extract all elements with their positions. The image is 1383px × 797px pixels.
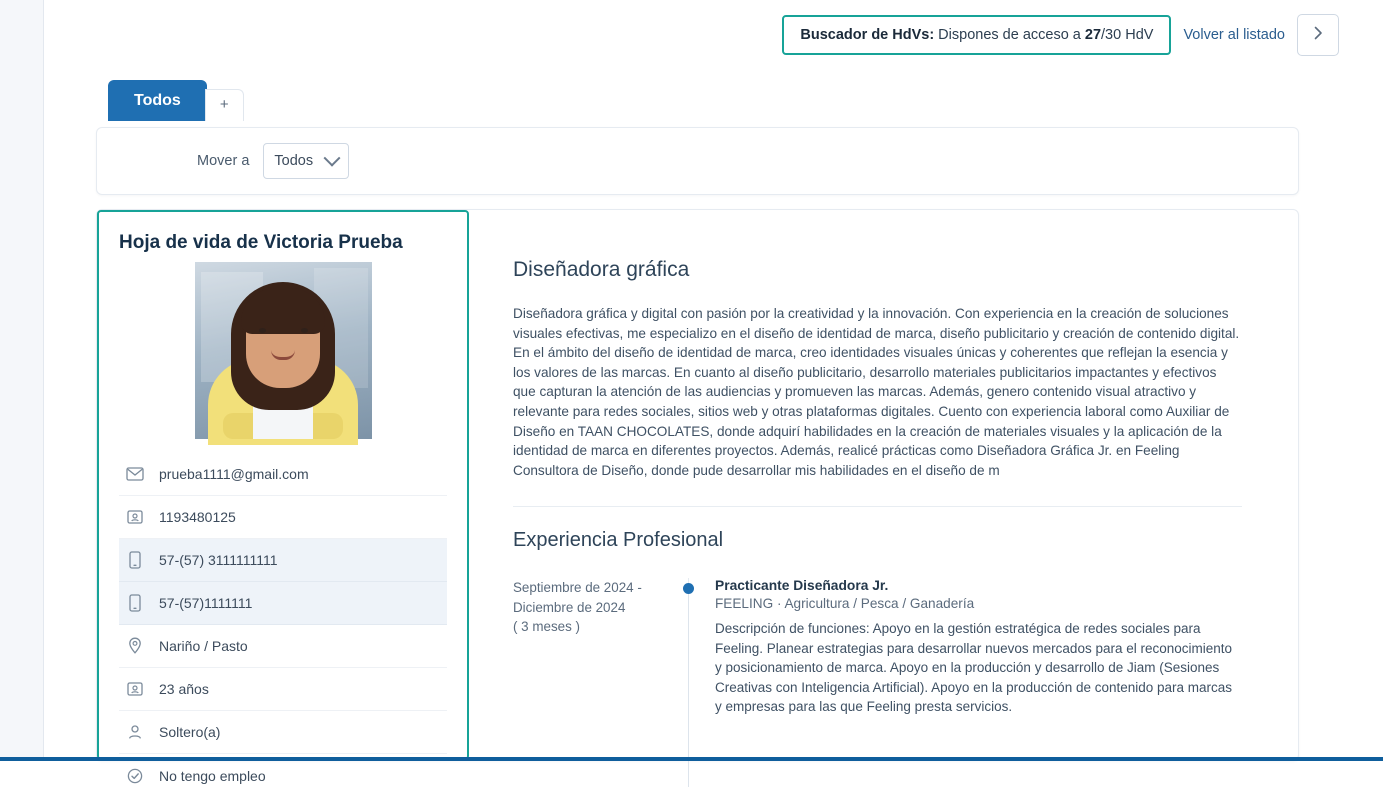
cv-title: Hoja de vida de Victoria Prueba	[119, 232, 403, 253]
user-icon	[125, 722, 145, 742]
section-divider	[513, 506, 1242, 507]
hdv-banner-text: Dispones de acceso a	[934, 27, 1085, 43]
cv-field-employment-value: No tengo empleo	[159, 767, 266, 784]
bottom-accent-bar	[0, 757, 1383, 761]
avatar	[195, 262, 372, 439]
mover-a-select[interactable]	[263, 143, 349, 179]
cv-field-email-value: prueba1111@gmail.com	[159, 466, 309, 482]
profile-summary: Diseñadora gráfica y digital con pasión por la creatividad y la innovación. Con experiencia en la creación de soluciones visuales efectivas, me especializo en el diseño de identidad de marca, diseño publicitario y creación de contenido digital. En el ámbito del diseño de identidad de marca, creo identidades visuales únicas y coherentes que reflejan la esencia y los valores de las marcas. En cuanto al diseño publicitario, desarrollo materiales publicitarios impactantes y efectivos que capturan la atención de las audiencias y promueven las marcas. Además, genero contenido visual atractivo y relevante para redes sociales, sitios web y otras plataformas digitales. Cuento con experiencia laboral como Auxiliar de Diseño en TAAN CHOCOLATES, donde adquirí habilidades en la creación de materiales visuales y la aplicación de la identidad de marca en diferentes proyectos. Además, realicé prácticas como Diseñadora Gráfica Jr. en Feeling Consultora de Diseño, donde pude desarrollar mis habilidades en el diseño de m	[513, 306, 1240, 478]
next-candidate-button[interactable]	[1297, 14, 1339, 56]
mover-a-label: Mover a	[197, 153, 250, 169]
experience-date-range: Septiembre de 2024 - Diciembre de 2024	[513, 580, 642, 615]
cv-field-marital-status-value: Soltero(a)	[159, 724, 221, 740]
mobile-icon	[125, 593, 145, 613]
experience-duration: ( 3 meses )	[513, 619, 580, 635]
email-icon	[125, 464, 145, 484]
cv-content-card	[96, 209, 1299, 784]
tab-add-button[interactable]: +	[205, 89, 244, 121]
cv-field-email	[119, 453, 447, 496]
location-pin-icon	[125, 636, 145, 656]
chevron-down-icon	[324, 150, 341, 167]
topbar	[782, 14, 1339, 56]
cv-field-phone-2-value: 57-(57)1111111	[159, 595, 253, 611]
check-circle-icon	[125, 766, 145, 786]
hdv-access-banner	[782, 15, 1171, 55]
hdv-banner-total: /30 HdV	[1101, 27, 1154, 43]
chevron-right-icon	[1310, 25, 1326, 46]
mover-a-select-value: Todos	[274, 153, 314, 169]
hdv-banner-prefix: Buscador de HdVs:	[800, 27, 935, 43]
experience-item	[513, 578, 1242, 747]
volver-al-listado-link[interactable]: Volver al listado	[1183, 27, 1285, 43]
cv-field-document-value: 1193480125	[159, 509, 236, 525]
timeline-dot	[683, 583, 694, 594]
tab-bar	[108, 80, 244, 121]
experience-body	[688, 578, 1242, 747]
experience-timeline	[673, 578, 703, 747]
cv-field-document	[119, 496, 447, 539]
left-rail	[0, 0, 44, 761]
mover-toolbar	[96, 127, 1299, 195]
experience-company: FEELING · Agricultura / Pesca / Ganadería	[715, 596, 975, 612]
cv-field-age-value: 23 años	[159, 681, 209, 697]
cv-detail-panel	[469, 210, 1298, 760]
cv-field-location	[119, 625, 447, 668]
experience-section-title: Experiencia Profesional	[513, 529, 724, 552]
page-body	[44, 0, 1383, 784]
id-card-icon	[125, 679, 145, 699]
cv-summary-panel	[97, 210, 469, 784]
experience-description: Descripción de funciones: Apoyo en la gestión estratégica de redes sociales para Feeling. Planear estrategias para desarrollar nuevos mercados para el reconocimiento y posicionamiento de marca. Apoyo en la producción y desarrollo de Jiam (Sesiones Creativas con Inteligencia Artificial). Apoyo en la producción de contenido para marcas y empresas para las que Feeling presta servicios.	[715, 621, 1233, 715]
avatar-container	[119, 262, 447, 439]
cv-field-list	[119, 453, 447, 797]
role-title: Diseñadora gráfica	[513, 258, 690, 281]
cv-field-age	[119, 668, 447, 711]
mobile-icon	[125, 550, 145, 570]
cv-field-phone-1	[119, 539, 447, 582]
experience-dates	[513, 578, 673, 747]
id-card-icon	[125, 507, 145, 527]
cv-field-location-value: Nariño / Pasto	[159, 638, 248, 654]
hdv-banner-count: 27	[1084, 27, 1102, 43]
tab-todos[interactable]: Todos	[108, 80, 207, 121]
cv-field-phone-2	[119, 582, 447, 625]
cv-field-marital-status	[119, 711, 447, 754]
experience-role: Practicante Diseñadora Jr.	[715, 578, 889, 594]
cv-field-phone-1-value: 57-(57) 3111111111	[159, 552, 278, 568]
